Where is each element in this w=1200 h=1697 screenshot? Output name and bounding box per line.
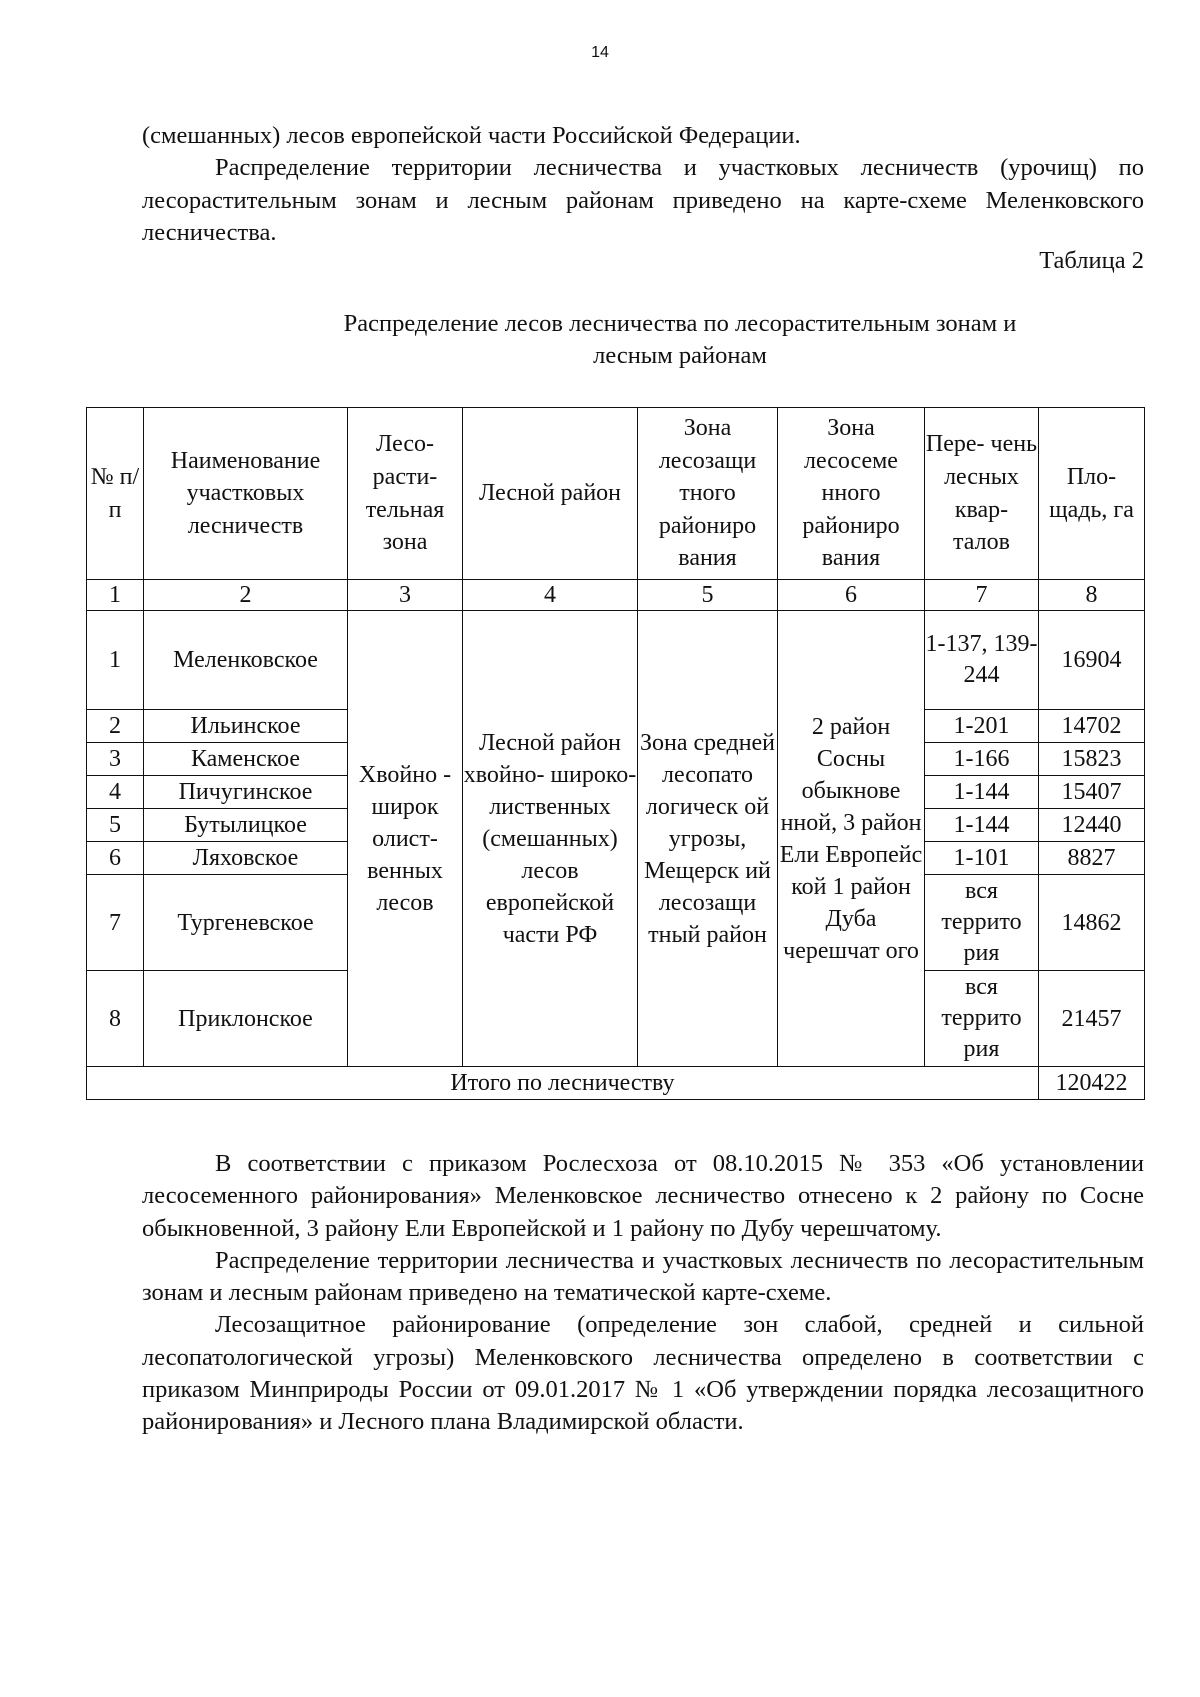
intro-paragraph: Распределение территории лесничества и участковых лесничеств (урочищ) по лесорастительным зонам и лесным районам приведено на карте-схеме Меленковского лесничества. [142, 154, 1144, 246]
column-number: 4 [463, 580, 638, 611]
header-area: Пло- щадь, га [1039, 408, 1145, 580]
area: 14702 [1039, 710, 1145, 743]
intro-line: (смешанных) лесов европейской части Российской Федерации. [142, 122, 801, 149]
forestry-name: Пичугинское [144, 776, 348, 809]
table-row [87, 611, 1145, 710]
forestry-name: Приклонское [144, 971, 348, 1067]
seed-zone: 2 район Сосны обыкнове нной, 3 район Ели Европейс кой 1 район Дуба черешчат ого [778, 611, 925, 1067]
paragraph-seed-zoning: В соответствии с приказом Рослесхоза от 08.10.2015 № 353 «Об установлении лесосеменного районирования» Меленковское лесничество отнесено к 2 району по Сосне обыкновенной, 3 району Ели Европейской и 1 району по Дубу черешчатому. [142, 1150, 1144, 1242]
row-number: 4 [87, 776, 144, 809]
row-number: 2 [87, 710, 144, 743]
header-name: Наименование участковых лесничеств [144, 408, 348, 580]
paragraph-protection-zoning: Лесозащитное районирование (определение зон слабой, средней и сильной лесопатологической угрозы) Меленковского лесничества определено в соответствии с приказом Минприроды России от 09.01.2017 № 1 «Об утверждении порядка лесозащитного районирования» и Лесного плана Владимирской области. [142, 1311, 1144, 1436]
forest-distribution-table [86, 407, 1145, 1100]
header-seed-zone: Зона лесосеме нного райониро вания [778, 408, 925, 580]
forestry-name: Ильинское [144, 710, 348, 743]
area: 21457 [1039, 971, 1145, 1067]
column-number: 3 [348, 580, 463, 611]
after-table-text [142, 1148, 1144, 1439]
area: 16904 [1039, 611, 1145, 710]
quarters: 1-201 [925, 710, 1039, 743]
table-title-line: лесным районам [593, 342, 767, 369]
table-title-line: Распределение лесов лесничества по лесорастительным зонам и [343, 310, 1017, 337]
total-row [87, 1067, 1145, 1100]
total-label: Итого по лесничеству [87, 1067, 1039, 1100]
forest-district: Лесной район хвойно- широко- лиственных (смешанных) лесов европейской части РФ [463, 611, 638, 1067]
forestry-name: Меленковское [144, 611, 348, 710]
column-number: 5 [638, 580, 778, 611]
forestry-name: Тургеневское [144, 875, 348, 971]
area: 15407 [1039, 776, 1145, 809]
column-number: 7 [925, 580, 1039, 611]
row-number: 6 [87, 842, 144, 875]
header-quarters: Пере- чень лесных квар- талов [925, 408, 1039, 580]
row-number: 1 [87, 611, 144, 710]
area: 14862 [1039, 875, 1145, 971]
column-number: 6 [778, 580, 925, 611]
quarters: 1-101 [925, 842, 1039, 875]
forestry-name: Бутылицкое [144, 809, 348, 842]
table-header-row [87, 408, 1145, 580]
column-number: 2 [144, 580, 348, 611]
table-title [280, 308, 1080, 372]
table-label: Таблица 2 [1039, 247, 1144, 274]
header-protection-zone: Зона лесозащи тного райониро вания [638, 408, 778, 580]
total-value: 120422 [1039, 1067, 1145, 1100]
row-number: 7 [87, 875, 144, 971]
column-number: 1 [87, 580, 144, 611]
area: 12440 [1039, 809, 1145, 842]
row-number: 8 [87, 971, 144, 1067]
quarters: 1-137, 139- 244 [925, 611, 1039, 710]
quarters: 1-144 [925, 776, 1039, 809]
quarters: 1-166 [925, 743, 1039, 776]
header-zone: Лесо- расти- тельная зона [348, 408, 463, 580]
quarters: вся террито рия [925, 875, 1039, 971]
header-district: Лесной район [463, 408, 638, 580]
paragraph-map-reference: Распределение территории лесничества и участковых лесничеств по лесорастительным зонам и лесным районам приведено на тематической карте-схеме. [142, 1246, 1144, 1307]
row-number: 5 [87, 809, 144, 842]
column-number-row [87, 580, 1145, 611]
area: 15823 [1039, 743, 1145, 776]
column-number: 8 [1039, 580, 1145, 611]
forestry-name: Ляховское [144, 842, 348, 875]
protection-zone: Зона средней лесопато логическ ой угрозы, Мещерск ий лесозащи тный район [638, 611, 778, 1067]
intro-text [142, 120, 1144, 249]
forestry-name: Каменское [144, 743, 348, 776]
row-number: 3 [87, 743, 144, 776]
quarters: 1-144 [925, 809, 1039, 842]
vegetation-zone: Хвойно - широк олист- венных лесов [348, 611, 463, 1067]
quarters: вся террито рия [925, 971, 1039, 1067]
header-number: № п/п [87, 408, 144, 580]
page-number: 14 [591, 44, 609, 61]
area: 8827 [1039, 842, 1145, 875]
